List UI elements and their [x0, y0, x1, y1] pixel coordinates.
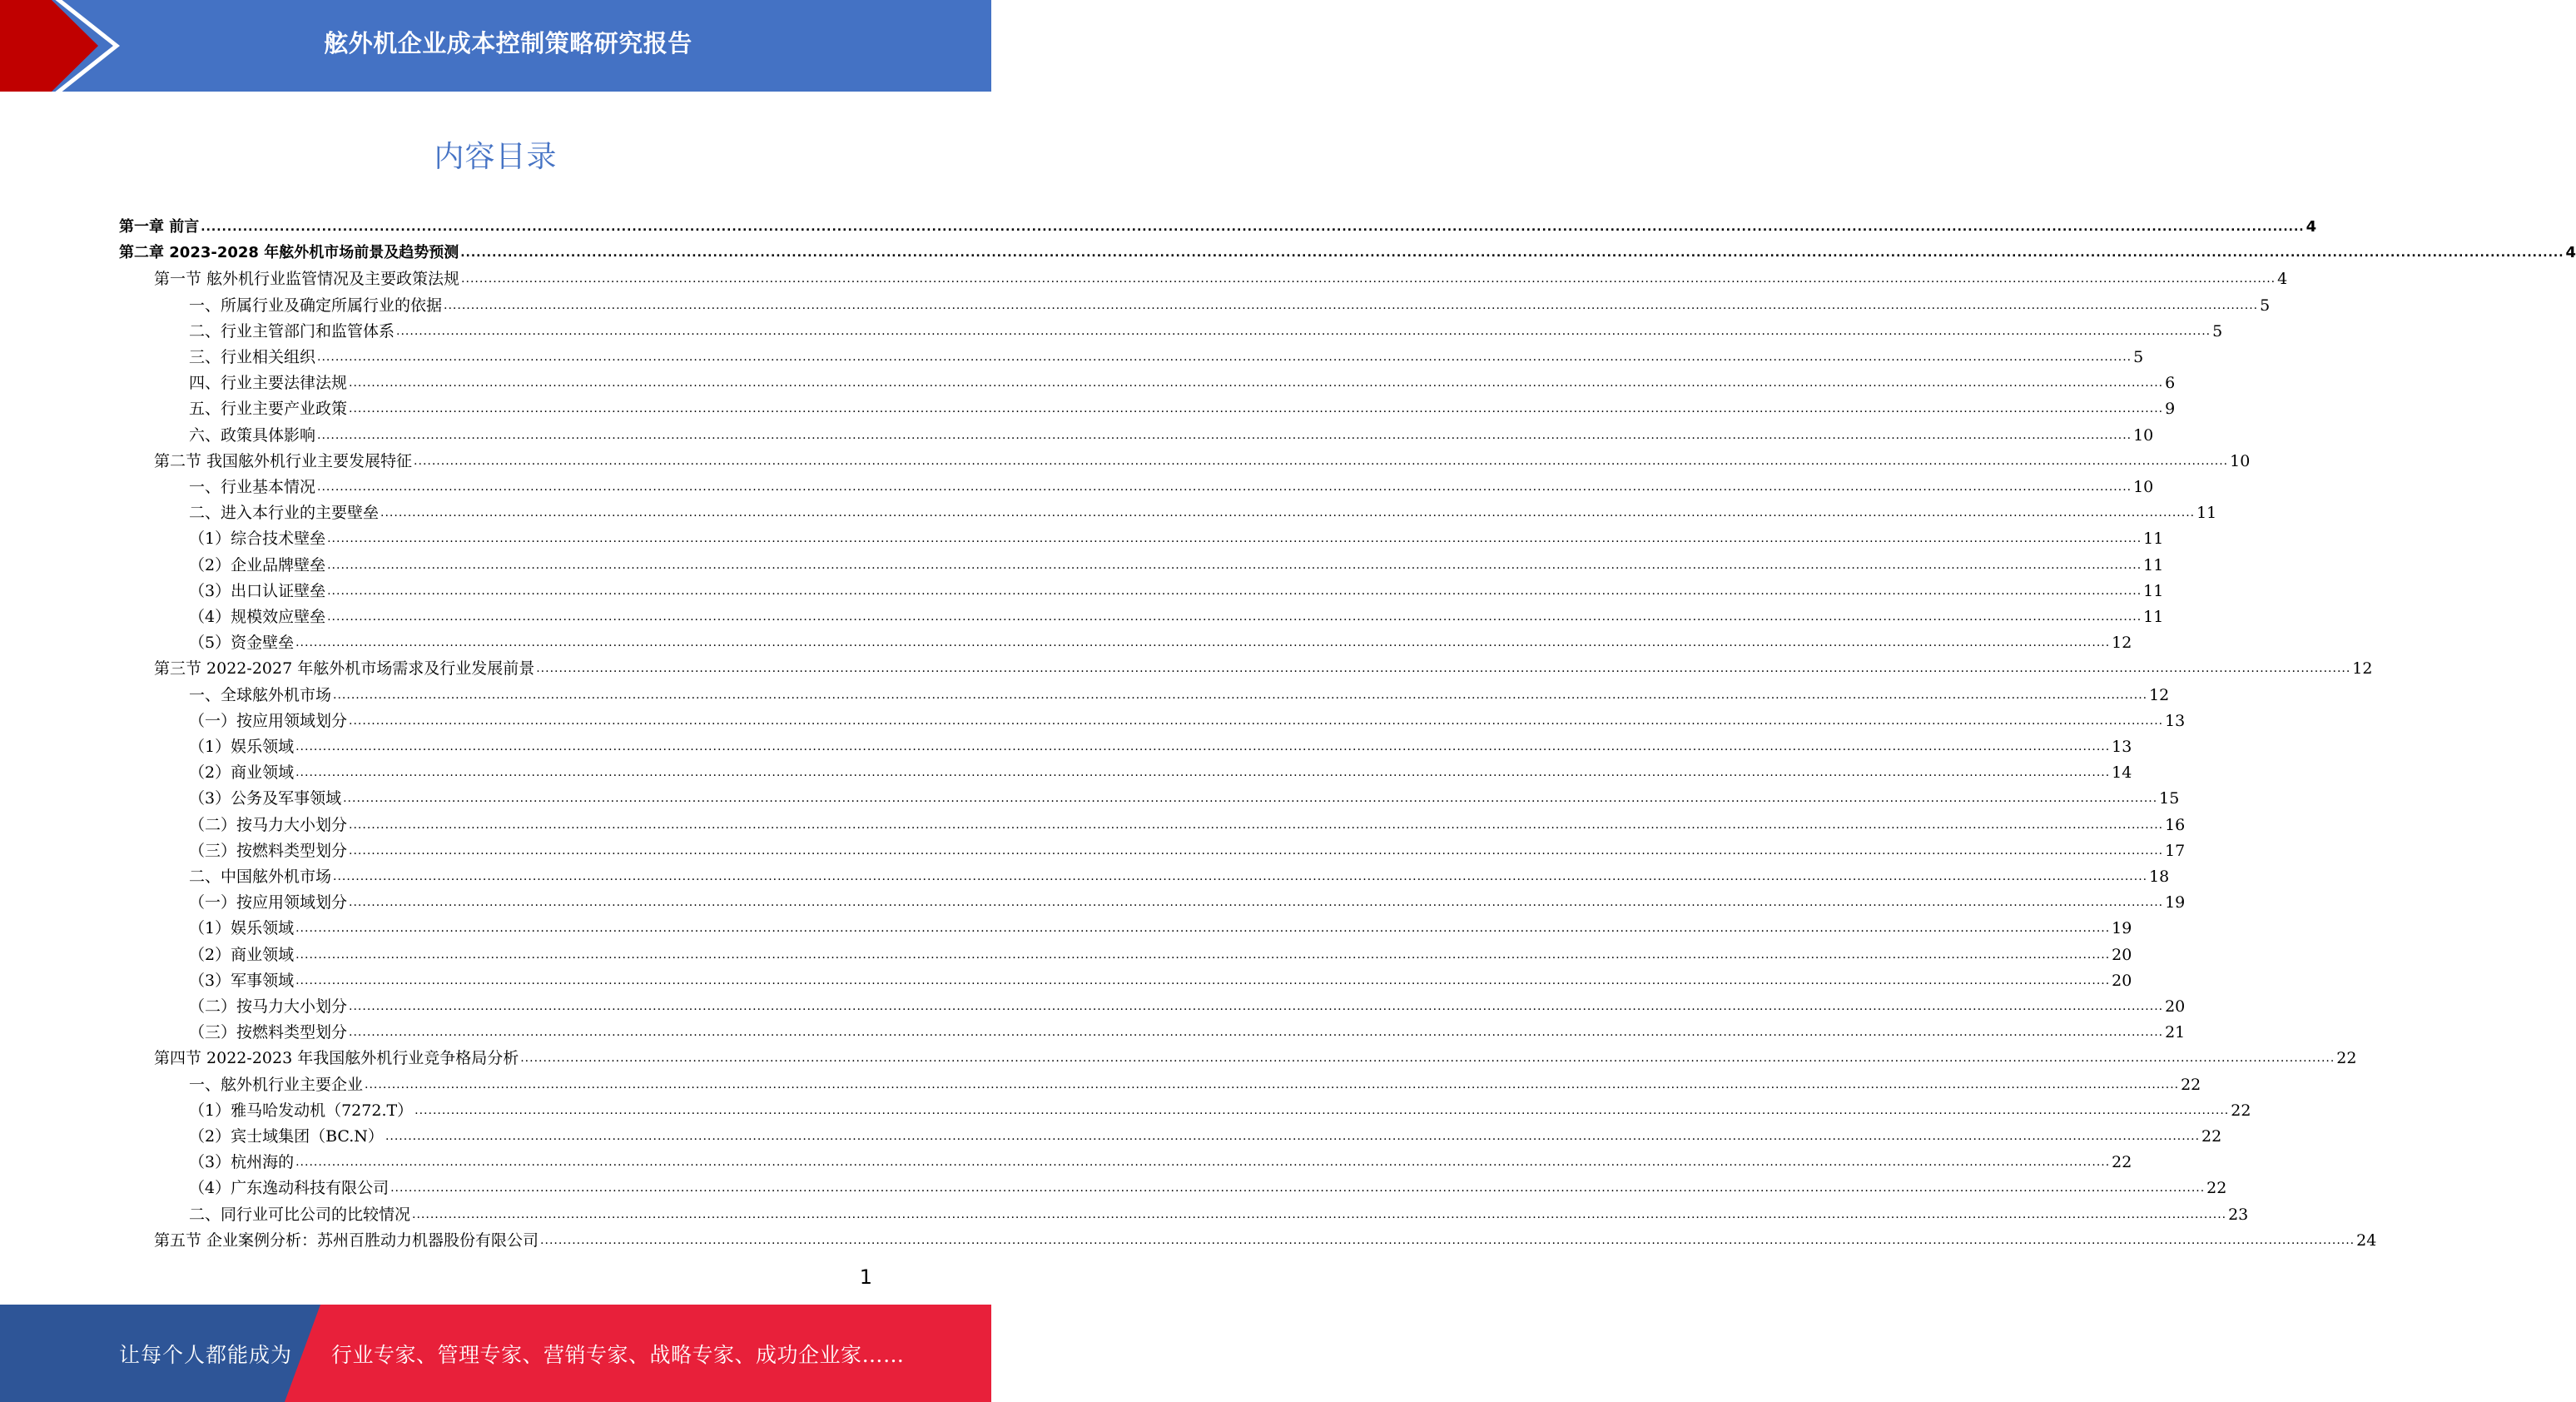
toc-entry-page: 5 — [2212, 321, 2223, 341]
toc-entry-page: 21 — [2165, 1023, 2186, 1042]
toc-entry[interactable] — [189, 1198, 2249, 1224]
toc-entry[interactable] — [189, 626, 2132, 653]
toc-entry[interactable] — [154, 652, 2373, 679]
toc-entry-page: 10 — [2133, 478, 2154, 496]
footer-slogan-left: 让每个人都能成为 — [119, 1342, 293, 1367]
toc-leader-dots: ................................................................................................................................................................................................................................................................................................................................................................................................................ — [349, 376, 2164, 390]
toc-leader-dots: ................................................................................................................................................................................................................................................................................................................................................................................................................ — [540, 1233, 2355, 1247]
toc-entry-page: 4 — [2305, 218, 2317, 236]
toc-entry-page: 22 — [2181, 1075, 2201, 1094]
toc-entry-page: 20 — [2112, 945, 2132, 964]
toc-leader-dots: ................................................................................................................................................................................................................................................................................................................................................................................................................ — [317, 350, 2132, 364]
toc-entry-label: 第三节 2022-2027 年舷外机市场需求及行业发展前景 — [154, 659, 535, 679]
toc-entry-label: （3）军事领域 — [189, 971, 295, 990]
toc-leader-dots: ................................................................................................................................................................................................................................................................................................................................................................................................................ — [444, 298, 2259, 312]
toc-entry-label: 二、中国舷外机市场 — [189, 868, 332, 886]
toc-entry-page: 22 — [2201, 1127, 2222, 1146]
toc-leader-dots: ................................................................................................................................................................................................................................................................................................................................................................................................................ — [349, 843, 2164, 858]
toc-entry[interactable] — [189, 289, 2271, 315]
toc-entry-page: 12 — [2112, 634, 2132, 653]
toc-leader-dots: ................................................................................................................................................................................................................................................................................................................................................................................................................ — [327, 558, 2142, 572]
header-banner — [0, 0, 991, 92]
toc-entry[interactable] — [189, 496, 2217, 523]
toc-leader-dots: ................................................................................................................................................................................................................................................................................................................................................................................................................ — [295, 766, 2111, 780]
toc-entry-label: （1）雅马哈发动机（7272.T） — [189, 1101, 414, 1120]
toc-entry-label: 一、舷外机行业主要企业 — [189, 1075, 364, 1094]
toc-entry-label: （2）商业领域 — [189, 763, 295, 783]
toc-entry-label: （一）按应用领域划分 — [189, 893, 348, 912]
toc-leader-dots: ................................................................................................................................................................................................................................................................................................................................................................................................................ — [343, 792, 2158, 806]
toc-leader-dots: ................................................................................................................................................................................................................................................................................................................................................................................................................ — [390, 1181, 2206, 1196]
toc-entry-label: （三）按燃料类型划分 — [189, 841, 348, 860]
toc-entry[interactable] — [189, 834, 2186, 860]
toc-entry-page: 5 — [2133, 348, 2144, 366]
toc-entry[interactable] — [189, 1146, 2132, 1172]
toc-leader-dots: ................................................................................................................................................................................................................................................................................................................................................................................................................ — [327, 584, 2142, 598]
toc-entry-page: 12 — [2149, 685, 2170, 704]
toc-entry-page: 22 — [2112, 1153, 2132, 1172]
toc-entry[interactable] — [189, 1094, 2251, 1120]
toc-leader-dots: ................................................................................................................................................................................................................................................................................................................................................................................................................ — [333, 688, 2148, 702]
toc-entry-label: 二、进入本行业的主要壁垒 — [189, 504, 380, 523]
toc-entry[interactable] — [189, 574, 2164, 600]
toc-leader-dots: ................................................................................................................................................................................................................................................................................................................................................................................................................ — [520, 1052, 2335, 1066]
toc-entry-label: （一）按应用领域划分 — [189, 711, 348, 730]
toc-entry[interactable] — [154, 1042, 2357, 1068]
toc-leader-dots: ................................................................................................................................................................................................................................................................................................................................................................................................................ — [349, 713, 2164, 728]
toc-leader-dots: ................................................................................................................................................................................................................................................................................................................................................................................................................ — [349, 1026, 2164, 1040]
toc-entry-page: 17 — [2165, 841, 2186, 860]
toc-entry[interactable] — [154, 1224, 2377, 1250]
toc-entry-page: 20 — [2112, 971, 2132, 990]
toc-leader-dots: ................................................................................................................................................................................................................................................................................................................................................................................................................ — [295, 947, 2111, 962]
toc-entry-page: 11 — [2143, 581, 2164, 600]
toc-entry[interactable] — [189, 1171, 2227, 1198]
toc-entry-page: 22 — [2206, 1179, 2227, 1198]
toc-leader-dots: ................................................................................................................................................................................................................................................................................................................................................................................................................ — [414, 454, 2229, 468]
toc-entry[interactable] — [189, 341, 2144, 366]
toc-entry-label: 第二节 我国舷外机行业主要发展特征 — [154, 451, 413, 470]
toc-entry-label: （5）资金壁垒 — [189, 634, 295, 653]
toc-entry-label: （4）广东逸动科技有限公司 — [189, 1179, 390, 1198]
toc-entry[interactable] — [189, 912, 2132, 938]
toc-entry-page: 9 — [2165, 400, 2176, 419]
toc-entry[interactable] — [119, 211, 2317, 236]
toc-entry-page: 18 — [2149, 868, 2170, 886]
toc-entry-label: （二）按马力大小划分 — [189, 815, 348, 834]
toc-entry-page: 14 — [2112, 763, 2132, 783]
toc-entry-label: （二）按马力大小划分 — [189, 997, 348, 1016]
toc-leader-dots: ................................................................................................................................................................................................................................................................................................................................................................................................................ — [460, 246, 2564, 261]
toc-leader-dots: ................................................................................................................................................................................................................................................................................................................................................................................................................ — [349, 1000, 2164, 1013]
toc-entry[interactable] — [189, 808, 2186, 834]
toc-entry-label: （1）娱乐领域 — [189, 919, 295, 938]
toc-entry[interactable] — [189, 419, 2154, 445]
toc-entry-label: 第一节 舷外机行业监管情况及主要政策法规 — [154, 270, 460, 289]
toc-leader-dots: ................................................................................................................................................................................................................................................................................................................................................................................................................ — [327, 610, 2142, 624]
toc-entry-label: （1）综合技术壁垒 — [189, 529, 326, 549]
toc-entry-page: 12 — [2352, 659, 2373, 679]
toc-entry-page: 13 — [2112, 738, 2132, 756]
toc-entry[interactable] — [154, 445, 2251, 470]
toc-entry-page: 10 — [2133, 425, 2154, 445]
toc-entry-page: 10 — [2230, 451, 2251, 470]
toc-leader-dots: ................................................................................................................................................................................................................................................................................................................................................................................................................ — [385, 1130, 2201, 1143]
toc-entry[interactable] — [189, 704, 2186, 730]
toc-entry-label: 第四节 2022-2023 年我国舷外机行业竞争格局分析 — [154, 1049, 519, 1068]
toc-entry[interactable] — [189, 730, 2132, 756]
toc-entry[interactable] — [189, 1016, 2186, 1042]
footer-banner — [0, 1305, 991, 1402]
toc-entry-label: 四、行业主要法律法规 — [189, 374, 348, 393]
toc-entry[interactable] — [189, 886, 2186, 912]
toc-entry[interactable] — [189, 679, 2170, 704]
toc-leader-dots: ................................................................................................................................................................................................................................................................................................................................................................................................................ — [295, 973, 2111, 987]
toc-entry[interactable] — [189, 964, 2132, 990]
toc-entry-label: （1）娱乐领域 — [189, 738, 295, 756]
toc-entry-label: （2）企业品牌壁垒 — [189, 555, 326, 574]
toc-entry-label: 第五节 企业案例分析：苏州百胜动力机器股份有限公司 — [154, 1230, 539, 1250]
toc-entry[interactable] — [154, 262, 2288, 289]
toc-entry-page: 15 — [2159, 789, 2180, 808]
toc-entry-label: （4）规模效应壁垒 — [189, 608, 326, 626]
toc-leader-dots: ................................................................................................................................................................................................................................................................................................................................................................................................................ — [327, 532, 2142, 546]
toc-entry-label: 一、行业基本情况 — [189, 478, 316, 496]
toc-entry-page: 24 — [2356, 1230, 2377, 1250]
toc-entry-page: 4 — [2565, 244, 2576, 262]
toc-leader-dots: ................................................................................................................................................................................................................................................................................................................................................................................................................ — [461, 272, 2276, 286]
toc-entry[interactable] — [189, 549, 2164, 574]
toc-entry[interactable] — [189, 392, 2176, 419]
toc-entry-page: 11 — [2143, 555, 2164, 574]
toc-entry[interactable] — [189, 782, 2180, 808]
toc-entry-page: 16 — [2165, 815, 2186, 834]
toc-leader-dots: ................................................................................................................................................................................................................................................................................................................................................................................................................ — [414, 1103, 2230, 1117]
toc-leader-dots: ................................................................................................................................................................................................................................................................................................................................................................................................................ — [317, 428, 2132, 442]
toc-entry[interactable] — [189, 860, 2170, 886]
toc-leader-dots: ................................................................................................................................................................................................................................................................................................................................................................................................................ — [380, 506, 2196, 520]
toc-entry-page: 13 — [2165, 711, 2186, 730]
toc-entry[interactable] — [189, 1120, 2222, 1146]
toc-entry[interactable] — [189, 600, 2164, 626]
toc-entry-label: （三）按燃料类型划分 — [189, 1023, 348, 1042]
toc-entry-label: （3）出口认证壁垒 — [189, 581, 326, 600]
report-title: 舷外机企业成本控制策略研究报告 — [324, 28, 692, 57]
toc-leader-dots: ................................................................................................................................................................................................................................................................................................................................................................................................................ — [295, 922, 2111, 936]
toc-leader-dots: ................................................................................................................................................................................................................................................................................................................................................................................................................ — [349, 818, 2164, 832]
toc-leader-dots: ................................................................................................................................................................................................................................................................................................................................................................................................................ — [201, 221, 2305, 234]
toc-entry-label: 一、所属行业及确定所属行业的依据 — [189, 296, 443, 315]
toc-leader-dots: ................................................................................................................................................................................................................................................................................................................................................................................................................ — [536, 662, 2351, 676]
toc-entry[interactable] — [189, 315, 2223, 341]
toc-entry-label: 第二章 2023-2028 年舷外机市场前景及趋势预测 — [119, 244, 459, 262]
toc-entry-label: 二、行业主管部门和监管体系 — [189, 321, 395, 341]
toc-entry-page: 11 — [2143, 529, 2164, 549]
toc-entry-page: 5 — [2260, 296, 2271, 315]
page-number: 1 — [859, 1265, 872, 1289]
toc-entry[interactable] — [189, 990, 2186, 1016]
toc-entry-page: 20 — [2165, 997, 2186, 1016]
toc-entry[interactable] — [189, 1068, 2201, 1094]
toc-leader-dots: ................................................................................................................................................................................................................................................................................................................................................................................................................ — [349, 896, 2164, 910]
toc-entry-page: 23 — [2228, 1205, 2249, 1224]
toc-entry-page: 11 — [2143, 608, 2164, 626]
toc-leader-dots: ................................................................................................................................................................................................................................................................................................................................................................................................................ — [295, 740, 2111, 753]
footer-slogan-right: 行业专家、管理专家、营销专家、战略专家、成功企业家…… — [331, 1342, 905, 1367]
toc-leader-dots: ................................................................................................................................................................................................................................................................................................................................................................................................................ — [333, 870, 2148, 883]
toc-leader-dots: ................................................................................................................................................................................................................................................................................................................................................................................................................ — [412, 1207, 2227, 1221]
toc-entry-label: 一、全球舷外机市场 — [189, 685, 332, 704]
toc-entry-page: 22 — [2336, 1049, 2357, 1068]
toc-entry-label: 第一章 前言 — [119, 218, 200, 236]
toc-entry[interactable] — [189, 522, 2164, 549]
toc-leader-dots: ................................................................................................................................................................................................................................................................................................................................................................................................................ — [396, 324, 2211, 338]
toc-entry-label: 二、同行业可比公司的比较情况 — [189, 1205, 411, 1224]
toc-leader-dots: ................................................................................................................................................................................................................................................................................................................................................................................................................ — [365, 1077, 2180, 1091]
toc-entry-label: （2）宾士域集团（BC.N） — [189, 1127, 384, 1146]
toc-entry-label: （3）公务及军事领域 — [189, 789, 342, 808]
toc-entry-page: 22 — [2231, 1101, 2251, 1120]
toc-entry-label: 五、行业主要产业政策 — [189, 400, 348, 419]
toc-leader-dots: ................................................................................................................................................................................................................................................................................................................................................................................................................ — [295, 636, 2111, 650]
toc-entry[interactable] — [189, 938, 2132, 964]
toc-entry[interactable] — [189, 756, 2132, 783]
toc-entry[interactable] — [189, 470, 2154, 496]
toc-entry[interactable] — [189, 366, 2176, 393]
toc-entry-page: 19 — [2165, 893, 2186, 912]
toc-entry-page: 11 — [2196, 504, 2217, 523]
toc-entry-page: 4 — [2277, 270, 2288, 289]
toc-entry[interactable] — [119, 236, 2576, 262]
toc-entry-page: 19 — [2112, 919, 2132, 938]
toc-leader-dots: ................................................................................................................................................................................................................................................................................................................................................................................................................ — [349, 402, 2164, 416]
toc-heading: 内容目录 — [434, 140, 558, 174]
toc-leader-dots: ................................................................................................................................................................................................................................................................................................................................................................................................................ — [317, 480, 2132, 494]
toc-entry-label: （2）商业领域 — [189, 945, 295, 964]
toc-leader-dots: ................................................................................................................................................................................................................................................................................................................................................................................................................ — [295, 1156, 2111, 1170]
toc-entry-label: 六、政策具体影响 — [189, 425, 316, 445]
toc-entry-label: 三、行业相关组织 — [189, 348, 316, 366]
toc-entry-label: （3）杭州海的 — [189, 1153, 295, 1172]
toc-entry-page: 6 — [2165, 374, 2176, 393]
